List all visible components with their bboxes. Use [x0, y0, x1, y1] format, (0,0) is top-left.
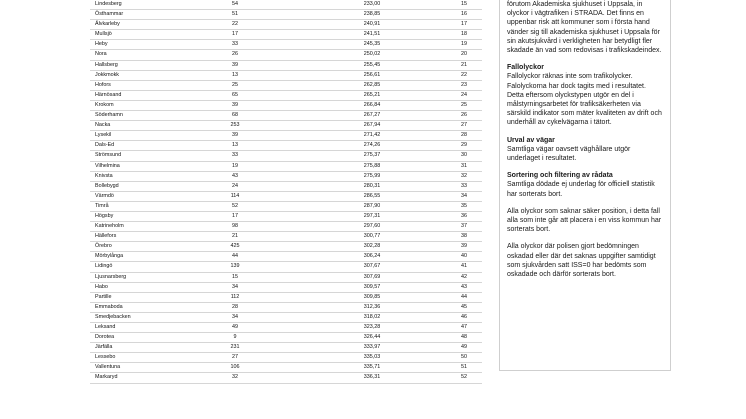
municipality-name: Hällefors	[95, 233, 117, 240]
rank-value: 51	[461, 364, 467, 371]
sort-heading: Sortering och filtering av rådata	[507, 172, 613, 180]
index-value: 309,85	[363, 293, 381, 300]
rank-value: 21	[461, 61, 467, 68]
municipality-name: Lidingö	[95, 263, 113, 270]
municipality-name: Emmaboda	[95, 303, 123, 310]
table-row	[90, 192, 482, 202]
index-value: 240,91	[363, 21, 381, 28]
municipality-name: Örebro	[95, 243, 112, 250]
rank-value: 24	[461, 91, 467, 98]
index-value: 312,36	[363, 303, 381, 310]
table-row	[90, 111, 482, 121]
accident-count: 19	[232, 162, 238, 169]
info-sidebar	[499, 0, 671, 371]
accident-count: 114	[230, 192, 240, 199]
table-row	[90, 353, 482, 363]
table-row	[90, 30, 482, 40]
municipality-name: Markaryd	[95, 374, 118, 381]
index-value: 307,69	[363, 273, 381, 280]
accident-count: 24	[232, 182, 238, 189]
index-value: 267,27	[363, 112, 381, 119]
table-row	[90, 373, 482, 383]
index-value: 238,85	[363, 11, 381, 18]
table-row	[90, 343, 482, 353]
rank-value: 30	[461, 152, 467, 159]
rank-value: 16	[461, 11, 467, 18]
fall-heading: Fallolyckor	[507, 64, 544, 72]
rank-value: 28	[461, 132, 467, 139]
rank-value: 46	[461, 313, 467, 320]
municipality-name: Östhammar	[95, 11, 124, 18]
index-value: 307,67	[363, 263, 381, 270]
table-row	[90, 50, 482, 60]
index-value: 302,28	[363, 243, 381, 250]
municipality-name: Jokkmokk	[95, 71, 119, 78]
rank-value: 49	[461, 344, 467, 351]
index-value: 233,00	[363, 1, 381, 7]
urval-heading: Urval av vägar	[507, 136, 555, 144]
intro-text: förutom Akademiska sjukhuset i Uppsala, in olyckor i vägtrafiken i STRADA. Det finns en uppenbar risk att kommuner som i första hand vänder sig till akademiska sjukhuset i Uppsala för sin akutsjukvård i verkligheten har betydligt fler skadade än vad som redovisas i trafikskadeindex.	[507, 1, 662, 55]
accident-count: 13	[232, 71, 238, 78]
index-value: 256,61	[363, 71, 381, 78]
table-row	[90, 131, 482, 141]
municipality-name: Strömsund	[95, 152, 122, 159]
index-value: 271,42	[363, 132, 381, 139]
table-row	[90, 323, 482, 333]
rank-value: 35	[461, 202, 467, 209]
municipality-name: Partille	[95, 293, 112, 300]
municipality-name: Timrå	[95, 202, 109, 209]
index-value: 275,37	[363, 152, 381, 159]
accident-count: 39	[232, 101, 238, 108]
index-value: 336,31	[363, 374, 381, 381]
accident-count: 253	[230, 122, 240, 129]
municipality-name: Ljusnarsberg	[95, 273, 127, 280]
rank-value: 29	[461, 142, 467, 149]
rank-value: 50	[461, 354, 467, 361]
table-row	[90, 0, 482, 10]
accident-count: 39	[232, 61, 238, 68]
table-row	[90, 162, 482, 172]
rank-value: 44	[461, 293, 467, 300]
accident-count: 231	[230, 344, 240, 351]
rank-value: 17	[461, 21, 467, 28]
rank-value: 22	[461, 71, 467, 78]
municipality-name: Vilhelmina	[95, 162, 120, 169]
rank-value: 47	[461, 324, 467, 330]
accident-count: 34	[232, 283, 238, 290]
accident-count: 39	[232, 132, 238, 139]
accident-count: 52	[232, 202, 238, 209]
rank-value: 42	[461, 273, 467, 280]
accident-count: 54	[232, 1, 238, 7]
municipality-name: Katrineholm	[95, 223, 124, 230]
table-row	[90, 202, 482, 212]
index-value: 335,71	[363, 364, 381, 371]
accident-count: 21	[232, 233, 238, 240]
table-row	[90, 61, 482, 71]
index-value: 297,31	[363, 212, 381, 219]
index-value: 262,85	[363, 81, 381, 88]
accident-count: 43	[232, 172, 238, 179]
municipality-name: Knivsta	[95, 172, 113, 179]
rank-value: 19	[461, 41, 467, 48]
rank-value: 40	[461, 253, 467, 260]
index-value: 275,99	[363, 172, 381, 179]
rank-value: 25	[461, 101, 467, 108]
index-value: 241,51	[363, 31, 381, 38]
index-value: 267,94	[363, 122, 381, 129]
rank-value: 32	[461, 172, 467, 179]
municipality-name: Bollebygd	[95, 182, 119, 189]
rank-value: 26	[461, 112, 467, 119]
accident-count: 68	[232, 112, 238, 119]
rank-value: 43	[461, 283, 467, 290]
rank-value: 37	[461, 223, 467, 230]
table-row	[90, 363, 482, 373]
rank-value: 48	[461, 334, 467, 341]
table-row	[90, 242, 482, 252]
accident-count: 32	[232, 374, 238, 381]
table-row	[90, 40, 482, 50]
accident-count: 15	[232, 273, 238, 280]
table-row	[90, 101, 482, 111]
table-row	[90, 232, 482, 242]
municipality-name: Hofors	[95, 81, 111, 88]
index-value: 265,21	[363, 91, 381, 98]
rank-value: 38	[461, 233, 467, 240]
index-value: 297,60	[363, 223, 381, 230]
accident-count: 49	[232, 324, 238, 330]
rank-value: 34	[461, 192, 467, 199]
municipality-name: Lysekil	[95, 132, 112, 139]
accident-count: 17	[232, 212, 238, 219]
table-row	[90, 212, 482, 222]
index-value: 274,26	[363, 142, 381, 149]
index-value: 250,02	[363, 51, 381, 58]
rank-value: 20	[461, 51, 467, 58]
sort-text: Samtliga dödade ej underlag för officiell statistik har sorterats bort.	[507, 181, 655, 198]
municipality-table	[90, 0, 482, 384]
index-value: 323,28	[363, 324, 381, 330]
municipality-name: Leksand	[95, 324, 116, 330]
accident-count: 22	[232, 21, 238, 28]
position-text: Alla olyckor som saknar säker position, i detta fall alla som inte går att placera i en viss kommun har sorterats bort.	[507, 207, 662, 234]
accident-count: 425	[230, 243, 240, 250]
urval-text: Samtliga vägar oavsett väghållare utgör underlaget i resultatet.	[507, 145, 631, 163]
table-row	[90, 293, 482, 303]
municipality-name: Högsby	[95, 212, 114, 219]
table-row	[90, 303, 482, 313]
rank-value: 52	[461, 374, 467, 381]
rank-value: 45	[461, 303, 467, 310]
municipality-name: Krokom	[95, 101, 114, 108]
table-row	[90, 121, 482, 131]
municipality-name: Värmdö	[95, 192, 114, 199]
index-value: 286,55	[363, 192, 381, 199]
index-value: 309,57	[363, 283, 381, 290]
rank-value: 27	[461, 122, 467, 129]
municipality-name: Hallsberg	[95, 61, 118, 68]
table-row	[90, 71, 482, 81]
municipality-name: Mullsjö	[95, 31, 112, 38]
table-row	[90, 313, 482, 323]
municipality-name: Älvkarleby	[95, 21, 120, 28]
rank-value: 15	[461, 1, 467, 7]
table-row	[90, 262, 482, 272]
rank-value: 18	[461, 31, 467, 38]
accident-count: 112	[230, 293, 240, 300]
accident-count: 26	[232, 51, 238, 58]
accident-count: 44	[232, 253, 238, 260]
rank-value: 39	[461, 243, 467, 250]
police-text: Alla olyckor där polisen gjort bedömningen oskadad eller där det saknas uppgifter samtidigt som sjukvården satt ISS=0 har bedömts som oskadade och därför sorterats bort.	[507, 243, 656, 279]
accident-count: 17	[232, 31, 238, 38]
index-value: 326,44	[363, 334, 381, 341]
rank-value: 33	[461, 182, 467, 189]
accident-count: 25	[232, 81, 238, 88]
table-row	[90, 91, 482, 101]
table-row	[90, 283, 482, 293]
municipality-name: Heby	[95, 41, 108, 48]
index-value: 245,35	[363, 41, 381, 48]
table-row	[90, 151, 482, 161]
index-value: 287,90	[363, 202, 381, 209]
accident-count: 33	[232, 41, 238, 48]
municipality-name: Habo	[95, 283, 108, 290]
municipality-name: Lindesberg	[95, 1, 122, 7]
rank-value: 23	[461, 81, 467, 88]
rank-value: 41	[461, 263, 467, 270]
table-row	[90, 252, 482, 262]
municipality-name: Smedjebacken	[95, 313, 131, 320]
index-value: 318,02	[363, 313, 381, 320]
accident-count: 27	[232, 354, 238, 361]
table-row	[90, 81, 482, 91]
index-value: 300,77	[363, 233, 381, 240]
table-row	[90, 222, 482, 232]
table-row	[90, 172, 482, 182]
municipality-name: Järfälla	[95, 344, 113, 351]
municipality-name: Härnösand	[95, 91, 122, 98]
municipality-name: Mörbylånga	[95, 253, 124, 260]
fall-text: Fallolyckor räknas inte som trafikolycker. Falolyckorna har dock tagits med i resultatet. Detta eftersom olyckstypen utgör en del i målstyrningsarbetet för trafiksäkerheten via särskild indikator som mäter kvaliteten av drift och underhåll av cykelvägarna i tätort.	[507, 73, 662, 127]
index-value: 335,03	[363, 354, 381, 361]
index-value: 255,45	[363, 61, 381, 68]
index-value: 333,97	[363, 344, 381, 351]
municipality-name: Dorotea	[95, 334, 115, 341]
rank-value: 36	[461, 212, 467, 219]
index-value: 266,84	[363, 101, 381, 108]
accident-count: 9	[233, 334, 237, 341]
table-row	[90, 182, 482, 192]
accident-count: 51	[232, 11, 238, 18]
municipality-name: Lessebo	[95, 354, 116, 361]
rank-value: 31	[461, 162, 467, 169]
accident-count: 98	[232, 223, 238, 230]
index-value: 306,24	[363, 253, 381, 260]
accident-count: 65	[232, 91, 238, 98]
accident-count: 28	[232, 303, 238, 310]
municipality-name: Nora	[95, 51, 107, 58]
accident-count: 34	[232, 313, 238, 320]
table-row	[90, 273, 482, 283]
table-row	[90, 141, 482, 151]
accident-count: 106	[230, 364, 240, 371]
accident-count: 33	[232, 152, 238, 159]
municipality-name: Dals-Ed	[95, 142, 115, 149]
municipality-name: Nacka	[95, 122, 111, 129]
accident-count: 139	[230, 263, 240, 270]
index-value: 275,88	[363, 162, 381, 169]
table-row	[90, 10, 482, 20]
municipality-name: Söderhamn	[95, 112, 123, 119]
index-value: 280,31	[363, 182, 381, 189]
table-row	[90, 20, 482, 30]
table-row	[90, 333, 482, 343]
municipality-name: Vallentuna	[95, 364, 121, 371]
accident-count: 13	[232, 142, 238, 149]
